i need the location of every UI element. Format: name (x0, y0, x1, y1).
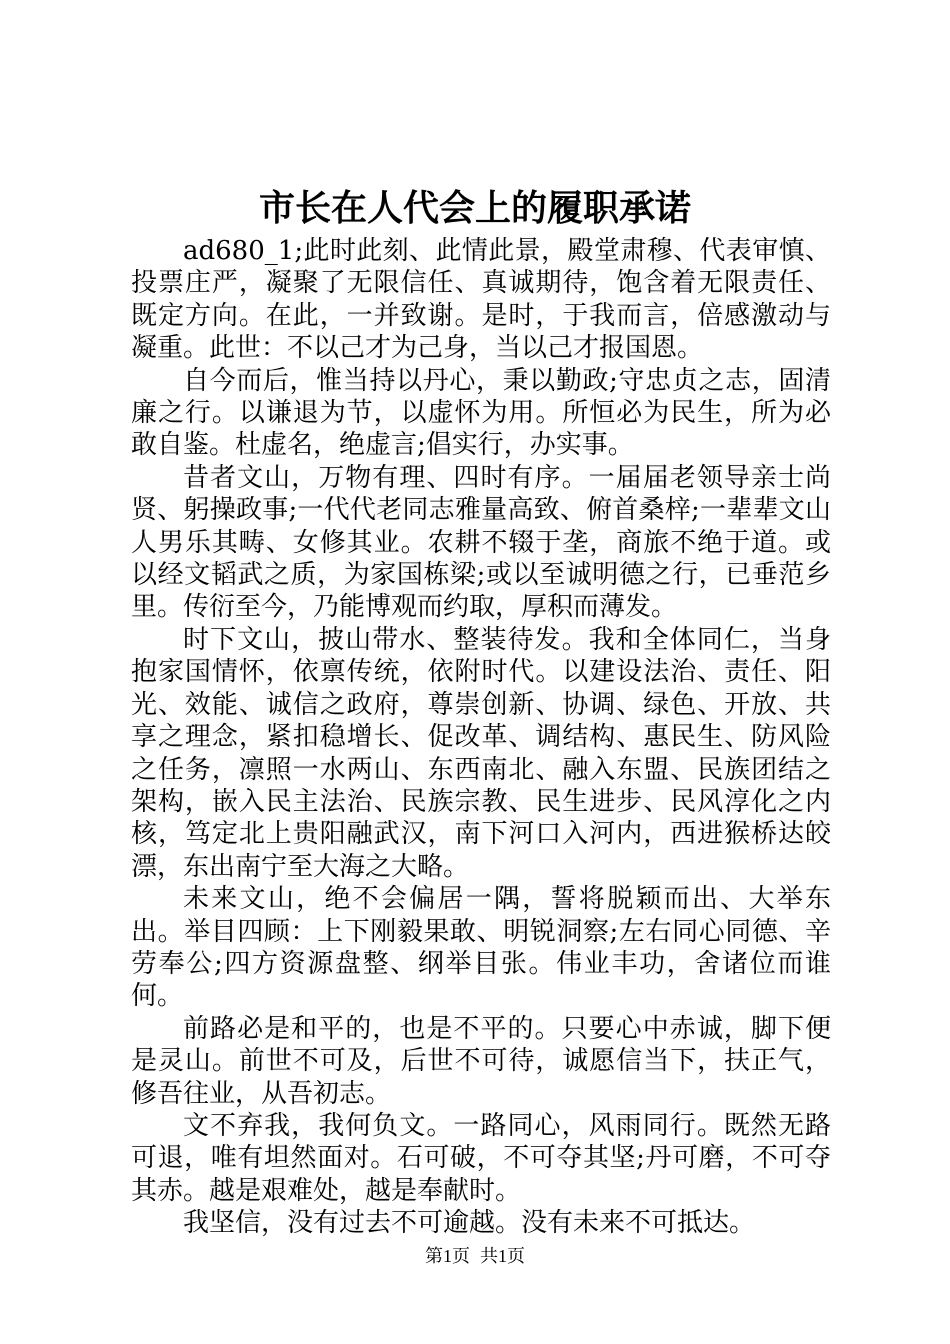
paragraph-2: 自今而后，惟当持以丹心，秉以勤政;守忠贞之志，固清廉之行。以谦退为节，以虚怀为用。所恒必为民生，所为必敢自鉴。杜虚名，绝虚言;倡实行，办实事。 (131, 365, 831, 461)
paragraph-5: 未来文山，绝不会偏居一隅，誓将脱颖而出、大举东出。举目四顾：上下刚毅果敢、明锐洞察;左右同心同德、辛劳奉公;四方资源盘整、纲举目张。伟业丰功，舍诸位而谁何。 (131, 884, 831, 1012)
page-number-total: 共1页 (480, 1246, 525, 1266)
paragraph-1: ad680_1;此时此刻、此情此景，殿堂肃穆、代表审慎、投票庄严，凝聚了无限信任、真诚期待，饱含着无限责任、既定方向。在此，一并致谢。是时，于我而言，倍感激动与凝重。此世：不以己才为己身，当以己才报国恩。 (131, 236, 831, 364)
paragraph-7: 文不弃我，我何负文。一路同心，风雨同行。既然无路可退，唯有坦然面对。石可破，不可夺其坚;丹可磨，不可夺其赤。越是艰难处，越是奉献时。 (131, 1110, 831, 1206)
paragraph-6: 前路必是和平的，也是不平的。只要心中赤诚，脚下便是灵山。前世不可及，后世不可待，诚愿信当下，扶正气，修吾往业，从吾初志。 (131, 1013, 831, 1109)
page-number-current: 第1页 (425, 1246, 470, 1266)
page-footer (0, 1244, 950, 1268)
paragraph-4: 时下文山，披山带水、整装待发。我和全体同仁，当身抱家国情怀，依禀传统，依附时代。以建设法治、责任、阳光、效能、诚信之政府，尊崇创新、协调、绿色、开放、共享之理念，紧扣稳增长、促改革、调结构、惠民生、防风险之任务，凛照一水两山、东西南北、融入东盟、民族团结之架构，嵌入民主法治、民族宗教、民生进步、民风淳化之内核，笃定北上贵阳融武汉，南下河口入河内，西进猴桥达皎漂，东出南宁至大海之大略。 (131, 624, 831, 882)
document-title: 市长在人代会上的履职承诺 (258, 187, 691, 229)
document-body (131, 235, 831, 1240)
paragraph-8: 我坚信，没有过去不可逾越。没有未来不可抵达。 (183, 1208, 756, 1239)
paragraph-3: 昔者文山，万物有理、四时有序。一届届老领导亲士尚贤、躬操政事;一代代老同志雅量高致、俯首桑梓;一辈辈文山人男乐其畴、女修其业。农耕不辍于垄，商旅不绝于道。或以经文韬武之质，为家国栋梁;或以至诚明德之行，已垂范乡里。传衍至今，乃能博观而约取，厚积而薄发。 (131, 462, 831, 623)
